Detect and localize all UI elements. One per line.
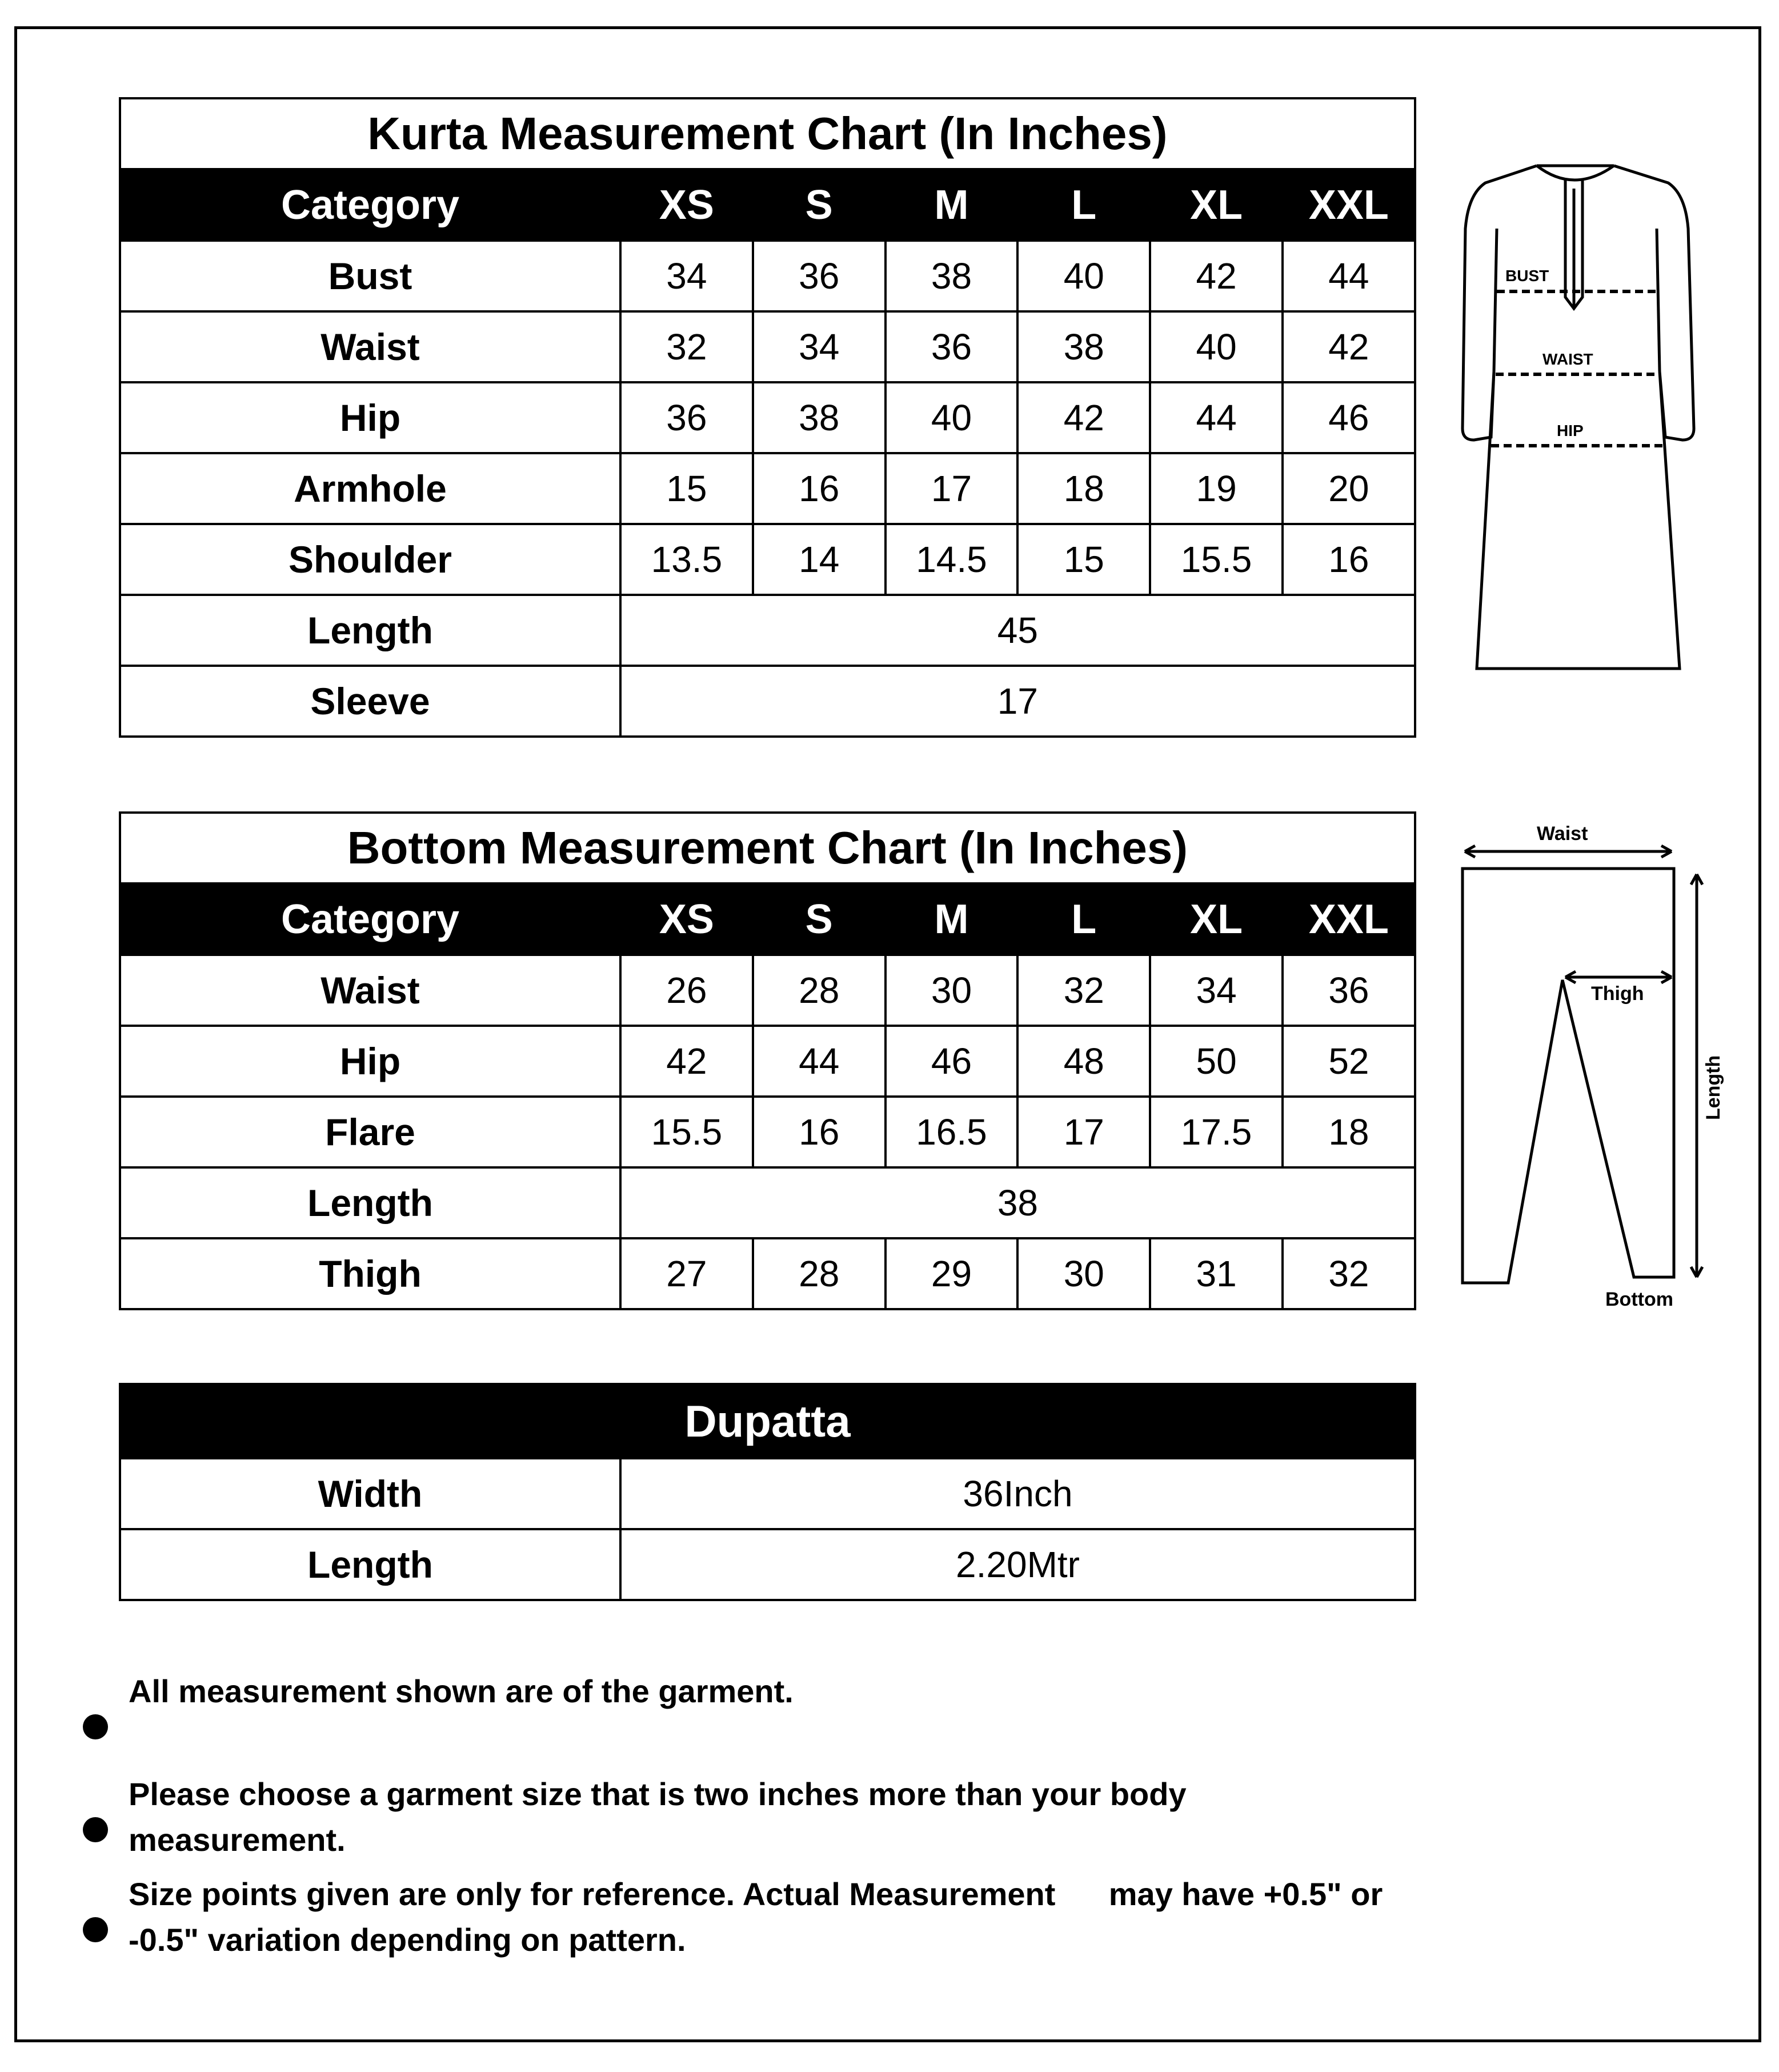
table-row: [120, 1026, 1415, 1097]
column-header-size: XL: [1150, 883, 1283, 955]
table-cell: 38: [753, 382, 886, 453]
table-row: [120, 1529, 1415, 1600]
column-header-size: L: [1017, 883, 1150, 955]
length-label: Length: [1702, 1055, 1724, 1120]
column-header-size: XXL: [1283, 883, 1415, 955]
table-cell: 32: [620, 311, 753, 382]
pants-illustration: [1445, 817, 1725, 1320]
table-cell: 26: [620, 955, 753, 1026]
kurta-table-title: Kurta Measurement Chart (In Inches): [120, 98, 1415, 169]
table-cell: 36: [753, 241, 886, 311]
table-row: [120, 1458, 1415, 1529]
row-label: Hip: [120, 382, 620, 453]
table-cell: 46: [1283, 382, 1415, 453]
table-cell: 31: [1150, 1238, 1283, 1309]
row-label: Width: [120, 1458, 620, 1529]
table-cell: 36: [886, 311, 1018, 382]
column-header-size: S: [753, 883, 886, 955]
table-cell: 16: [753, 453, 886, 524]
table-cell: 50: [1150, 1026, 1283, 1097]
table-cell: 15.5: [620, 1097, 753, 1167]
row-label: Waist: [120, 955, 620, 1026]
kurta-measurement-table: [119, 97, 1416, 738]
column-header-size: XS: [620, 883, 753, 955]
row-label: Thigh: [120, 1238, 620, 1309]
kurta-illustration: [1451, 154, 1714, 674]
dupatta-measurement-table: [119, 1383, 1416, 1601]
table-row: [120, 1097, 1415, 1167]
table-cell: 36: [1283, 955, 1415, 1026]
waist-label: Waist: [1537, 823, 1588, 845]
table-cell: 27: [620, 1238, 753, 1309]
table-cell: 19: [1150, 453, 1283, 524]
table-cell: 40: [1017, 241, 1150, 311]
hip-label: HIP: [1557, 422, 1584, 439]
table-cell: 13.5: [620, 524, 753, 595]
table-cell: 34: [753, 311, 886, 382]
table-row: [120, 524, 1415, 595]
waist-label: WAIST: [1542, 350, 1593, 368]
table-cell: 42: [1017, 382, 1150, 453]
table-cell: 34: [1150, 955, 1283, 1026]
merged-cell: 38: [620, 1167, 1415, 1238]
note-text: Please choose a garment size that is two inches more than your body measurement.: [129, 1776, 1187, 1858]
table-cell: 28: [753, 1238, 886, 1309]
bullet-icon: [83, 1817, 108, 1842]
table-cell: 42: [1283, 311, 1415, 382]
table-row: [120, 666, 1415, 737]
table-cell: 32: [1283, 1238, 1415, 1309]
note-text: Size points given are only for reference. Actual Measurement may have +0.5" or -0.5" variation depending on pattern.: [129, 1876, 1392, 1958]
table-cell: 18: [1283, 1097, 1415, 1167]
table-cell: 38: [1017, 311, 1150, 382]
column-header-category: Category: [120, 883, 620, 955]
table-cell: 44: [753, 1026, 886, 1097]
bust-label: BUST: [1505, 267, 1549, 285]
row-label: Bust: [120, 241, 620, 311]
table-cell: 16.5: [886, 1097, 1018, 1167]
table-cell: 46: [886, 1026, 1018, 1097]
table-cell: 40: [886, 382, 1018, 453]
table-cell: 36: [620, 382, 753, 453]
table-cell: 17: [1017, 1097, 1150, 1167]
column-header-size: XL: [1150, 169, 1283, 241]
table-cell: 14.5: [886, 524, 1018, 595]
row-label: Waist: [120, 311, 620, 382]
table-cell: 30: [886, 955, 1018, 1026]
bullet-icon: [83, 1714, 108, 1739]
row-label: Length: [120, 1167, 620, 1238]
table-cell: 2.20Mtr: [620, 1529, 1415, 1600]
dupatta-table-title: Dupatta: [120, 1384, 1415, 1458]
table-cell: 17.5: [1150, 1097, 1283, 1167]
thigh-label: Thigh: [1591, 983, 1644, 1005]
column-header-size: S: [753, 169, 886, 241]
table-row: [120, 1238, 1415, 1309]
table-cell: 16: [1283, 524, 1415, 595]
table-cell: 34: [620, 241, 753, 311]
bottom-label: Bottom: [1605, 1289, 1673, 1310]
table-row: [120, 1167, 1415, 1238]
merged-cell: 45: [620, 595, 1415, 666]
table-cell: 52: [1283, 1026, 1415, 1097]
table-cell: 18: [1017, 453, 1150, 524]
table-cell: 44: [1283, 241, 1415, 311]
bottom-measurement-table: [119, 811, 1416, 1310]
column-header-size: XS: [620, 169, 753, 241]
row-label: Hip: [120, 1026, 620, 1097]
row-label: Shoulder: [120, 524, 620, 595]
table-row: [120, 241, 1415, 311]
table-cell: 38: [886, 241, 1018, 311]
table-cell: 15: [1017, 524, 1150, 595]
table-row: [120, 311, 1415, 382]
table-cell: 29: [886, 1238, 1018, 1309]
table-cell: 36Inch: [620, 1458, 1415, 1529]
column-header-size: M: [886, 883, 1018, 955]
table-cell: 17: [886, 453, 1018, 524]
table-row: [120, 595, 1415, 666]
table-cell: 42: [1150, 241, 1283, 311]
table-cell: 28: [753, 955, 886, 1026]
table-cell: 16: [753, 1097, 886, 1167]
column-header-size: M: [886, 169, 1018, 241]
table-cell: 42: [620, 1026, 753, 1097]
row-label: Length: [120, 595, 620, 666]
table-cell: 14: [753, 524, 886, 595]
bullet-icon: [83, 1917, 108, 1942]
row-label: Length: [120, 1529, 620, 1600]
table-cell: 15.5: [1150, 524, 1283, 595]
table-row: [120, 382, 1415, 453]
row-label: Flare: [120, 1097, 620, 1167]
table-cell: 15: [620, 453, 753, 524]
merged-cell: 17: [620, 666, 1415, 737]
table-cell: 32: [1017, 955, 1150, 1026]
table-row: [120, 955, 1415, 1026]
table-row: [120, 453, 1415, 524]
column-header-category: Category: [120, 169, 620, 241]
table-cell: 20: [1283, 453, 1415, 524]
row-label: Armhole: [120, 453, 620, 524]
column-header-size: L: [1017, 169, 1150, 241]
note-text: All measurement shown are of the garment.: [129, 1673, 794, 1709]
bottom-table-title: Bottom Measurement Chart (In Inches): [120, 813, 1415, 883]
row-label: Sleeve: [120, 666, 620, 737]
table-cell: 44: [1150, 382, 1283, 453]
table-cell: 30: [1017, 1238, 1150, 1309]
column-header-size: XXL: [1283, 169, 1415, 241]
table-cell: 40: [1150, 311, 1283, 382]
table-cell: 48: [1017, 1026, 1150, 1097]
